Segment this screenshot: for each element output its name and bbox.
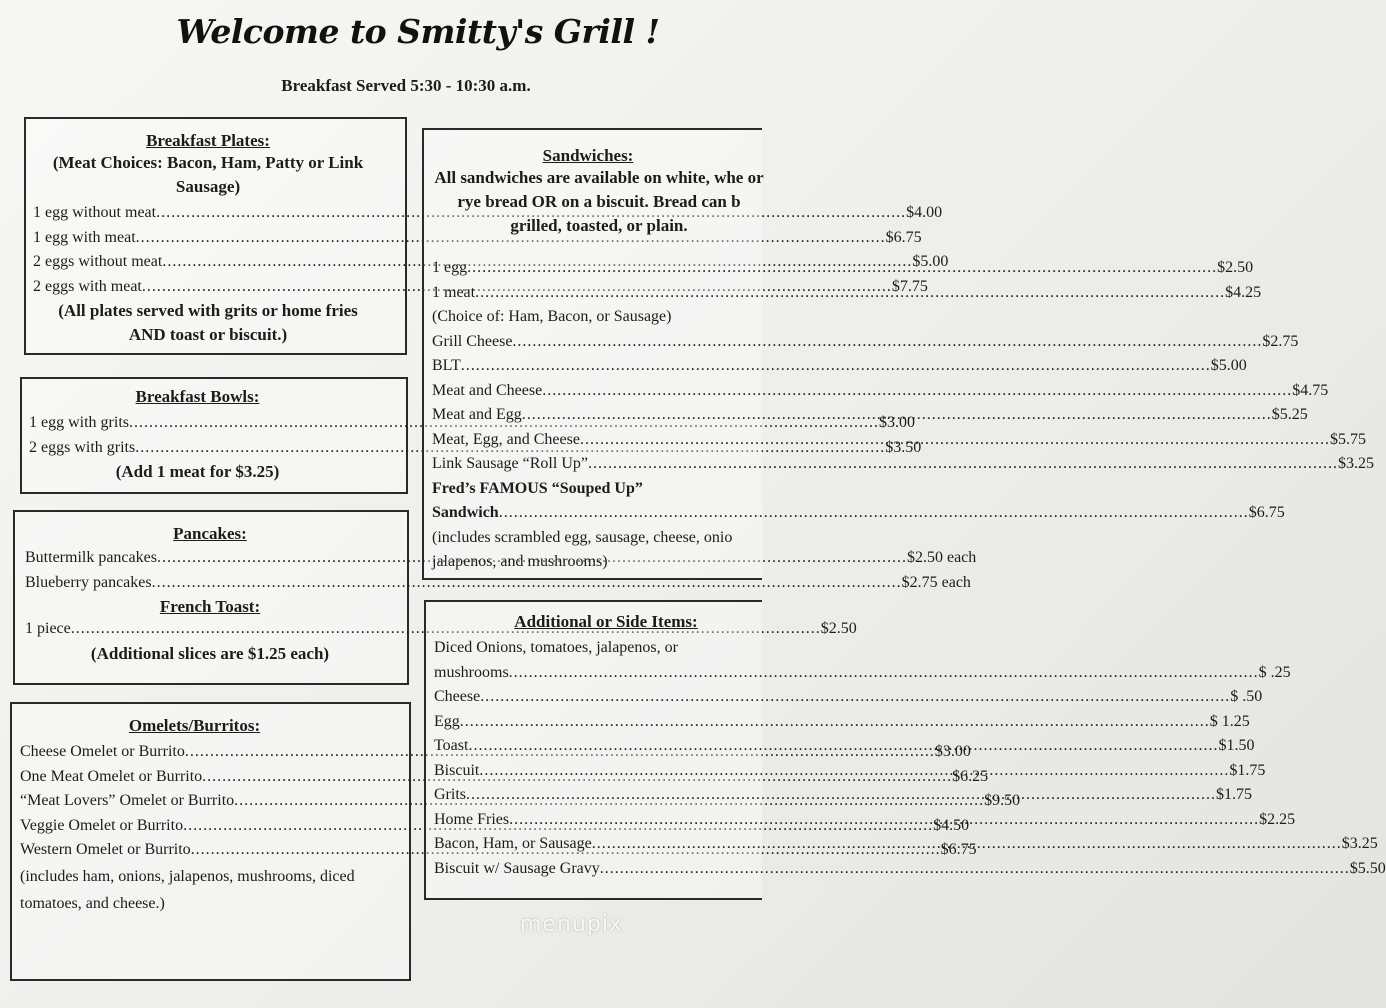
item-price: $5.00: [1210, 357, 1247, 374]
item-price: $5.00: [912, 253, 949, 270]
menu-row: [25, 571, 971, 596]
omelets-heading: Omelets/Burritos:: [128, 716, 261, 735]
leader-dots: [580, 428, 1330, 453]
item-name: BLT: [432, 357, 461, 374]
menu-row: [434, 857, 1386, 882]
item-price: $6.25: [952, 767, 989, 785]
leader-dots: [499, 501, 1249, 526]
leader-dots: [467, 256, 1217, 281]
leader-dots: [479, 759, 1229, 784]
item-name: Meat, Egg, and Cheese: [432, 430, 580, 448]
item-price: $5.75: [1329, 430, 1366, 448]
page-title: Welcome to Smitty's Grill !: [176, 12, 660, 51]
leader-dots: [592, 832, 1342, 857]
side-items-heading: Additional or Side Items:: [514, 612, 698, 631]
item-price: $1.75: [1229, 761, 1266, 779]
item-name: 1 meat: [432, 283, 476, 301]
freds-famous-line: Fred’s FAMOUS “Souped Up”: [432, 479, 643, 497]
item-name: 1 egg without meat: [33, 204, 157, 221]
item-price: $4.25: [1225, 283, 1262, 301]
item-price: $6.75: [1248, 504, 1285, 521]
item-name: 1 egg with meat: [33, 228, 136, 246]
item-price: $5.25: [1271, 406, 1308, 423]
item-price: $2.50 each: [906, 549, 977, 566]
menu-row: [33, 226, 922, 251]
item-name: Biscuit w/ Sausage Gravy: [434, 859, 600, 877]
add-meat-note: (Add 1 meat for $3.25): [115, 462, 280, 481]
item-name: Toast: [434, 737, 469, 754]
meat-choice-note: (Choice of: Ham, Bacon, or Sausage): [432, 308, 672, 325]
sandwiches-heading: Sandwiches:: [542, 146, 634, 165]
leader-dots: [466, 783, 1216, 808]
item-price: $2.25: [1259, 810, 1296, 828]
additional-slices-note: (Additional slices are $1.25 each): [90, 643, 330, 663]
item-name: Cheese Omelet or Burrito: [20, 743, 185, 760]
famous-includes-note: (includes scrambled egg, sausage, cheese, onio jalapenos, and mushrooms): [432, 528, 733, 570]
item-name: 2 eggs with grits: [29, 438, 136, 456]
item-price: $9.50: [984, 792, 1021, 809]
item-price: $6.75: [940, 841, 977, 858]
leader-dots: [509, 661, 1259, 686]
menu-row: [434, 710, 1250, 735]
bread-options-note: All sandwiches are available on white, whe or rye bread OR on a biscuit. Bread can b grilled, toasted, or plain.: [434, 168, 764, 235]
item-price: $1.75: [1216, 786, 1252, 803]
item-name: Bacon, Ham, or Sausage: [434, 835, 592, 852]
item-name: Meat and Cheese: [432, 381, 543, 399]
item-name: mushrooms: [434, 663, 509, 681]
item-name: 1 piece: [25, 620, 71, 637]
item-name: Meat and Egg: [432, 406, 522, 423]
item-name: Grits: [434, 786, 466, 803]
item-price: $4.00: [906, 204, 943, 221]
item-price: $ 1.25: [1209, 712, 1250, 730]
leader-dots: [475, 281, 1225, 306]
item-name: “Meat Lovers” Omelet or Burrito: [20, 792, 235, 809]
item-price: $6.75: [885, 228, 922, 246]
item-price: $3.25: [1337, 455, 1374, 472]
item-price: $7.75: [891, 277, 928, 295]
menu-row: [434, 685, 1263, 710]
breakfast-plates-heading: Breakfast Plates:: [146, 131, 270, 150]
menu-row: [33, 201, 943, 226]
item-name: Link Sausage “Roll Up”: [432, 455, 588, 472]
menu-row: [432, 452, 1374, 477]
leader-dots: [460, 710, 1210, 735]
item-name: Sandwich: [432, 504, 499, 521]
menu-row: [434, 661, 1291, 686]
item-price: $3.25: [1341, 835, 1378, 852]
pancakes-heading: Pancakes:: [173, 524, 247, 543]
item-price: $4.50: [933, 816, 970, 834]
item-price: $ .50: [1230, 688, 1263, 705]
item-name: Cheese: [434, 688, 481, 705]
leader-dots: [512, 330, 1262, 355]
item-price: $3.00: [934, 743, 971, 760]
item-name: Home Fries: [434, 810, 510, 828]
item-name: Biscuit: [434, 761, 480, 779]
western-includes-note: (includes ham, onions, jalapenos, mushrooms, diced tomatoes, and cheese.): [20, 867, 355, 912]
breakfast-bowls-heading: Breakfast Bowls:: [135, 387, 260, 406]
item-name: Egg: [434, 712, 460, 730]
item-name: One Meat Omelet or Burrito: [20, 767, 203, 785]
item-name: Veggie Omelet or Burrito: [20, 816, 184, 834]
diced-toppings-line: Diced Onions, tomatoes, jalapenos, or: [434, 639, 678, 656]
plates-served-note: (All plates served with grits or home fries AND toast or biscuit.): [58, 301, 358, 344]
item-name: 2 eggs without meat: [33, 253, 163, 270]
menu-row: [432, 330, 1299, 355]
item-price: $2.50: [820, 620, 857, 637]
leader-dots: [542, 379, 1292, 404]
item-price: $ .25: [1258, 663, 1291, 681]
leader-dots: [600, 857, 1350, 882]
item-name: Western Omelet or Burrito: [20, 841, 191, 858]
leader-dots: [461, 354, 1211, 379]
menu-row: [432, 354, 1247, 379]
item-price: $1.50: [1218, 737, 1255, 754]
item-price: $5.50: [1349, 859, 1386, 877]
item-price: $3.50: [885, 438, 922, 456]
breakfast-hours: Breakfast Served 5:30 - 10:30 a.m.: [281, 76, 531, 95]
menu-row: [432, 379, 1329, 404]
watermark-logo: menupix: [520, 912, 623, 937]
menu-row: [432, 501, 1285, 526]
leader-dots: [588, 452, 1338, 477]
item-name: Blueberry pancakes: [25, 573, 152, 591]
item-name: 1 egg with grits: [29, 414, 129, 431]
item-name: Buttermilk pancakes: [25, 549, 157, 566]
french-toast-heading: French Toast:: [159, 597, 261, 616]
item-price: $2.75 each: [901, 573, 971, 591]
item-price: $2.75: [1262, 332, 1299, 350]
leader-dots: [522, 403, 1272, 428]
meat-choices-note: (Meat Choices: Bacon, Ham, Patty or Link Sausage): [52, 153, 364, 196]
item-price: $2.50: [1217, 259, 1254, 276]
item-name: 2 eggs with meat: [33, 277, 142, 295]
item-name: 1 egg: [432, 259, 468, 276]
item-price: $4.75: [1292, 381, 1329, 399]
leader-dots: [509, 808, 1259, 833]
leader-dots: [480, 685, 1230, 710]
leader-dots: [468, 734, 1218, 759]
item-price: $3.00: [879, 414, 915, 431]
item-name: Grill Cheese: [432, 332, 513, 350]
